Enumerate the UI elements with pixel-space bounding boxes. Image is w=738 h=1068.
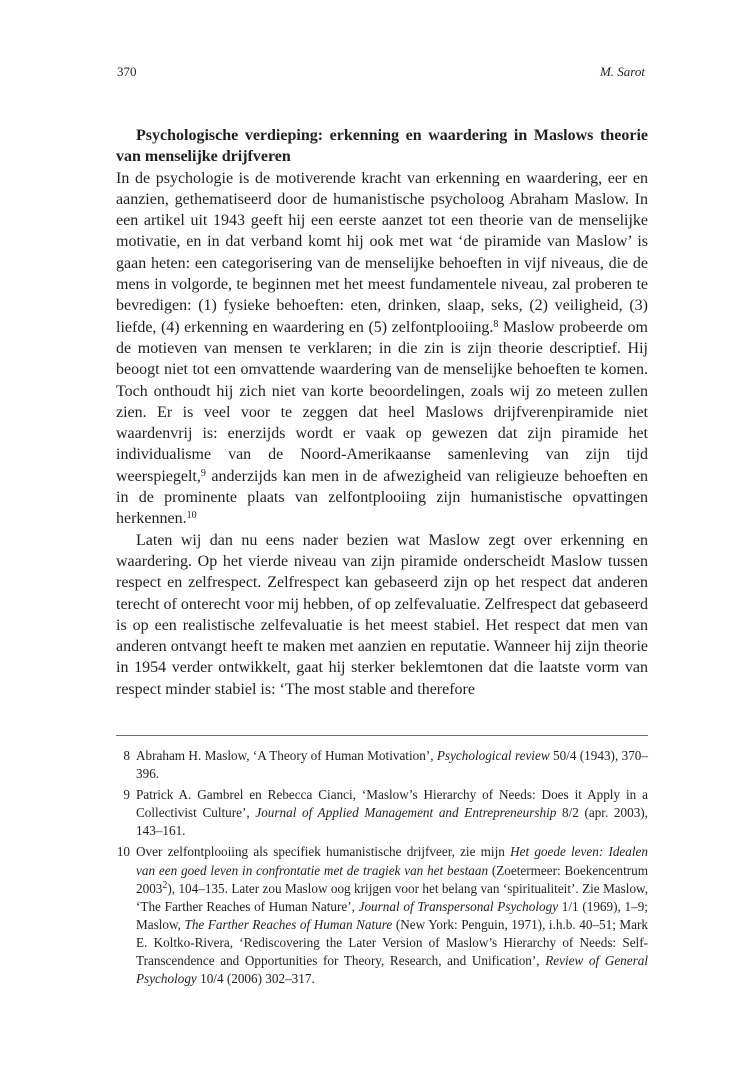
paragraph-1-part-c: anderzijds kan men in de afwezigheid van religieuze behoeften en in de prominente plaats van zelfontplooiing zijn humanistische opvattingen herkennen. <box>116 467 648 528</box>
footnote-ref-10[interactable]: 10 <box>186 510 197 522</box>
footnote-text: Over zelfontplooiing als specifiek humanistische drijfveer, zie mijn <box>136 844 511 860</box>
footnote-text: Abraham H. Maslow, ‘A Theory of Human Motivation’, <box>136 748 437 763</box>
footnote-text: 10/4 (2006) 302–317. <box>196 971 315 987</box>
footnote-journal-title: Journal of Transpersonal Psychology <box>358 898 559 914</box>
footnote-journal-title: Psychological review <box>436 748 550 763</box>
section-heading: Psychologische verdieping: erkenning en waardering in Maslows theorie van menselijke drijfveren <box>116 127 648 166</box>
footnote-text: Patrick A. Gambrel en Rebecca Cianci, ‘Maslow’s Hierarchy of Needs: Does it Apply in a Collectivist Culture’, <box>136 787 648 821</box>
footnote-divider <box>116 735 648 736</box>
footnote-text: 8/2 (apr. 2003), 143–161. <box>136 805 648 839</box>
running-head-author: M. Sarot <box>599 64 645 79</box>
edition-superscript: 2 <box>162 879 168 891</box>
footnote-9 <box>116 786 648 840</box>
footnote-journal-title: Review of General Psychology <box>136 953 649 987</box>
footnote-10 <box>116 843 648 988</box>
footnote-text: 1/1 (1969), 1–9; Maslow, <box>136 898 648 932</box>
footnote-number: 10 <box>116 844 130 860</box>
footnote-ref-8[interactable]: 8 <box>493 318 499 330</box>
footnote-book-title: The Farther Reaches of Human Nature <box>184 916 393 932</box>
main-text <box>116 125 648 700</box>
footnote-ref-9[interactable]: 9 <box>200 467 206 479</box>
footnote-book-title: Het goede leven: Idealen van een goed leven in confrontatie met de tragiek van het bestaan <box>136 844 648 878</box>
footnote-text: (Zoetermeer: Boekencentrum 2003 <box>136 862 648 896</box>
footnote-text: 50/4 (1943), 370–396. <box>136 748 648 782</box>
footnote-number: 9 <box>123 787 130 803</box>
footnote-text: (New York: Penguin, 1971), i.h.b. 40–51; Mark E. Koltko-Rivera, ‘Rediscovering the Later Version of Maslow’s Hierarchy of Needs: Self-Transcendence and Opportunities for Theory, Research, and Unification’, <box>136 916 648 969</box>
paragraph-2: Laten wij dan nu eens nader bezien wat Maslow zegt over erkenning en waardering. Op het vierde niveau van zijn piramide onderscheidt Maslow tussen respect en zelfrespect. Zelfrespect kan gebaseerd zijn op het respect dat anderen terecht of onterecht voor mij hebben, of op zelfevaluatie. Zelfrespect dat gebaseerd is op een realistische zelfevaluatie is het meest stabiel. Het respect dat men van anderen ontvangt heeft te maken met aanzien en reputatie. Wanneer hij zijn theorie in 1954 verder ontwikkelt, gaat hij sterker beklemtonen dat die laatste vorm van respect minder stabiel is: ‘The most stable and therefore <box>116 531 648 698</box>
footnote-number: 8 <box>123 748 130 763</box>
footnote-text: ), 104–135. Later zou Maslow oog krijgen voor het belang van ‘spiritualiteit’. Zie Maslow, ‘The Farther Reaches of Human Nature’, <box>136 880 648 914</box>
paragraph-1-part-b: Maslow probeerde om de motieven van mensen te verklaren; in die zin is zijn theorie descriptief. Hij beoogt niet tot een omvattende waardering van de menselijke behoeften te komen. Toch onthoudt hij zich niet van korte beoordelingen, zoals wij zo meteen zullen zien. Er is veel voor te zeggen dat heel Maslows drijfverenpiramide niet waardenvrij is: enerzijds wordt er vaak op gewezen dat zijn piramide het individualisme van de Noord-Amerikaanse samenleving van zijn tijd weerspiegelt, <box>116 318 648 485</box>
paragraph-1 <box>116 168 648 530</box>
paragraph-1-part-a: In de psychologie is de motiverende kracht van erkenning en waardering, eer en aanzien, gethematiseerd door de humanistische psycholoog Abraham Maslow. In een artikel uit 1943 geeft hij een eerste aanzet tot een theorie van de menselijke motivatie, en in dat verband komt hij ook met wat ‘de piramide van Maslow’ is gaan heten: een categorisering van de menselijke behoeften in vijf niveaus, die de mens in volgorde, te beginnen met het meest fundamentele niveau, zal proberen te bevredigen: (1) fysieke behoeften: eten, drinken, slaap, seks, (2) veiligheid, (3) liefde, (4) erkenning en waardering en (5) zelfontplooiing. <box>116 169 648 336</box>
footnotes <box>116 747 648 991</box>
footnote-journal-title: Journal of Applied Management and Entrepreneurship <box>255 805 557 821</box>
page-number: 370 <box>117 64 137 79</box>
footnote-8 <box>116 747 648 783</box>
